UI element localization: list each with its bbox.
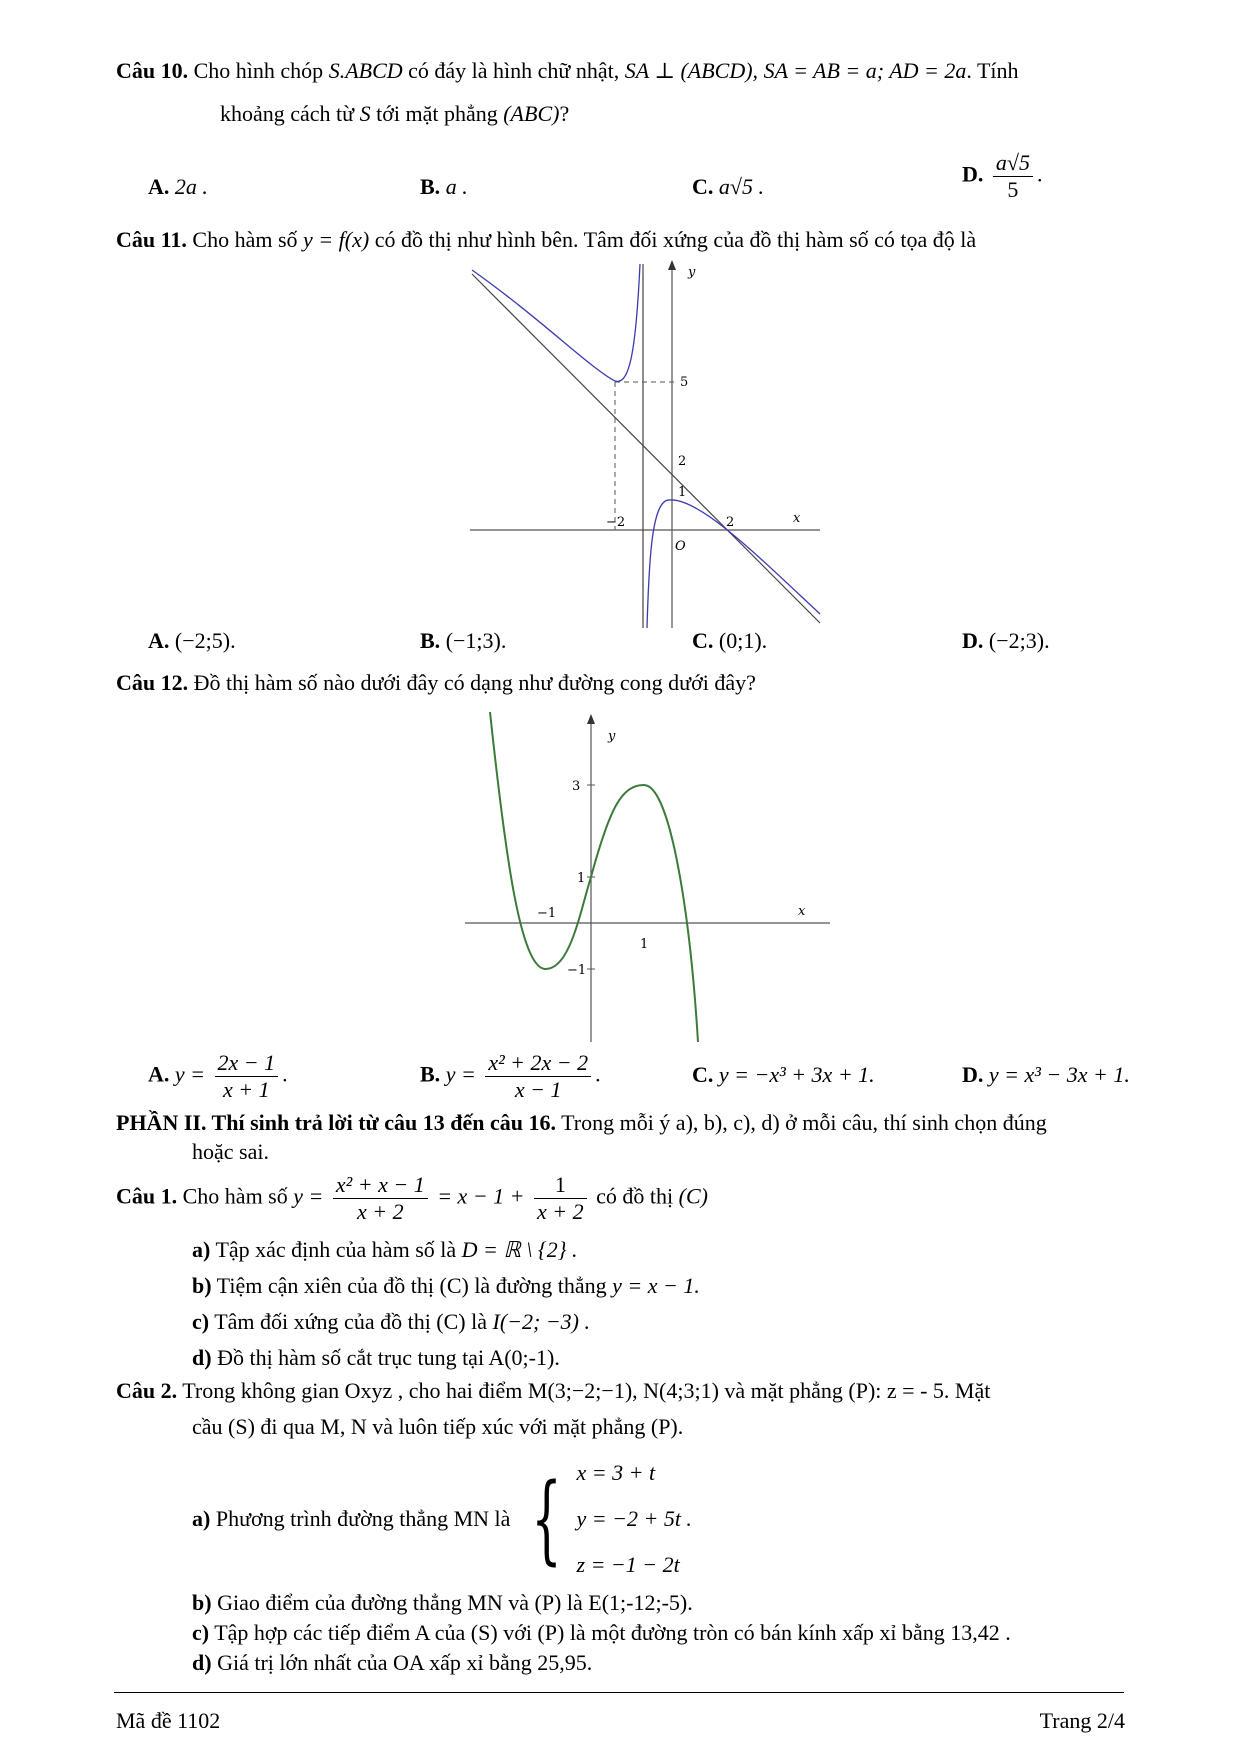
option-tail: . — [1036, 161, 1043, 187]
equation-x: x = 3 + t — [576, 1460, 656, 1485]
equation-y: y = −2 + 5t . — [576, 1506, 692, 1531]
c1-mid: = x − 1 + — [437, 1183, 525, 1209]
numerator: x² + 2x − 2 — [485, 1050, 591, 1077]
length-condition: SA = AB = a; AD = 2a — [763, 58, 967, 83]
footer-divider — [114, 1692, 1124, 1693]
tick-label: 2 — [726, 515, 735, 530]
fraction — [333, 1172, 428, 1225]
option-label: A. — [148, 628, 170, 653]
tick-label: 1 — [640, 937, 649, 952]
c1-text: Cho hàm số — [182, 1183, 288, 1209]
item-text: Tiệm cận xiên của đồ thị (C) là đường thẳng — [216, 1273, 607, 1298]
c1-text-2: có đồ thị — [596, 1183, 674, 1209]
c1-item-c[interactable] — [192, 1309, 590, 1335]
question-10-text: Cho hình chóp — [193, 58, 324, 83]
q10-option-d[interactable] — [962, 150, 1042, 203]
denominator: x − 1 — [514, 1077, 562, 1102]
option-text: (−1;3). — [445, 628, 507, 653]
option-label: C. — [692, 1062, 714, 1087]
option-label: D. — [962, 1062, 984, 1087]
tick-label: 2 — [678, 454, 687, 469]
c1-item-d[interactable] — [192, 1345, 560, 1371]
option-tail: . — [282, 1061, 288, 1087]
y-arrow-icon — [587, 714, 595, 724]
c2-item-d[interactable] — [192, 1650, 592, 1676]
tick-label: 1 — [577, 871, 586, 886]
q12-option-b[interactable] — [420, 1050, 601, 1103]
numerator: 2x − 1 — [215, 1050, 279, 1077]
question-10-label: Câu 10. — [116, 58, 189, 83]
item-math: D = ℝ \ {2} . — [461, 1237, 578, 1262]
part-2-text-2: hoặc sai. — [192, 1139, 269, 1164]
item-math: y = x − 1. — [612, 1273, 700, 1298]
plane-abc: (ABC) — [503, 101, 560, 126]
q12-option-c[interactable] — [692, 1062, 875, 1088]
option-text: 2a . — [174, 174, 208, 199]
question-12-text: Đồ thị hàm số nào dưới đây có dạng như đường cong dưới đây? — [193, 670, 756, 695]
y-arrow-icon — [668, 260, 676, 270]
question-10-text-2: có đáy là hình chữ nhật, — [408, 58, 620, 83]
option-label: D. — [962, 161, 984, 187]
tick-label: −1 — [537, 906, 557, 921]
c2-text: Trong không gian Oxyz , cho hai điểm M(3;−2;−1), N(4;3;1) và mặt phẳng (P): z = - 5. Mặt — [182, 1378, 991, 1403]
option-text: a . — [445, 174, 468, 199]
denominator: 5 — [1007, 177, 1019, 202]
tick-label: 5 — [680, 375, 689, 390]
exam-code: Mã đề 1102 — [116, 1708, 221, 1733]
tick-label: 1 — [678, 485, 687, 500]
c2-label: Câu 2. — [116, 1378, 178, 1403]
x-label: x — [793, 511, 801, 526]
item-label: c) — [192, 1620, 210, 1645]
option-label: B. — [420, 174, 441, 199]
c2-stem-line-1 — [116, 1378, 990, 1404]
c1-pre: y = — [293, 1183, 324, 1209]
option-tail: . — [595, 1061, 601, 1087]
numerator: a√5 — [993, 150, 1033, 177]
item-text: Giá trị lớn nhất của OA xấp xỉ bằng 25,95. — [217, 1650, 593, 1675]
part-2-header-line-2 — [192, 1139, 269, 1165]
item-math: I(−2; −3) . — [492, 1309, 591, 1334]
question-11-line — [116, 227, 976, 253]
q10-option-b[interactable] — [420, 174, 468, 200]
c1-item-b[interactable] — [192, 1273, 700, 1299]
function-notation: y = f(x) — [303, 227, 370, 252]
option-label: C. — [692, 628, 714, 653]
part-2-header — [116, 1110, 1047, 1136]
equation-z: z = −1 − 2t — [576, 1552, 680, 1577]
option-label: B. — [420, 1061, 441, 1087]
c1-item-a[interactable] — [192, 1237, 578, 1263]
tick-label: −2 — [606, 515, 626, 530]
c2-item-a[interactable] — [192, 1450, 692, 1588]
question-12-line — [116, 670, 756, 696]
option-label: A. — [148, 174, 170, 199]
c2-item-b[interactable] — [192, 1590, 693, 1616]
perpendicular-condition: SA ⊥ (ABCD), — [624, 58, 759, 83]
curve-left-branch — [472, 264, 640, 381]
item-label: a) — [192, 1237, 211, 1262]
item-text: Tâm đối xứng của đồ thị (C) là — [214, 1309, 488, 1334]
numerator: x² + x − 1 — [333, 1172, 428, 1199]
y-label: y — [688, 265, 696, 280]
equation-system — [577, 1450, 692, 1588]
tick-label: 3 — [572, 779, 581, 794]
item-label: b) — [192, 1590, 212, 1615]
option-text: y = −x³ + 3x + 1. — [718, 1062, 875, 1087]
q12-graph — [460, 712, 840, 1042]
q11-option-a[interactable] — [148, 628, 236, 654]
fraction — [215, 1050, 279, 1103]
y-label: y — [608, 729, 616, 744]
q11-option-d[interactable] — [962, 628, 1050, 654]
denominator: x + 2 — [537, 1199, 584, 1224]
question-mark: ? — [559, 101, 570, 126]
fraction — [993, 150, 1033, 203]
item-label: a) — [192, 1506, 211, 1531]
numerator: 1 — [534, 1172, 587, 1199]
option-label: D. — [962, 628, 984, 653]
question-12-label: Câu 12. — [116, 670, 189, 695]
fraction — [485, 1050, 591, 1103]
brace-icon: { — [531, 1463, 562, 1575]
point-s: S — [359, 101, 371, 126]
denominator: x + 1 — [223, 1077, 270, 1102]
origin-label: O — [675, 539, 686, 554]
item-text: Phương trình đường thẳng MN là — [215, 1506, 511, 1531]
item-text: Tập hợp các tiếp điểm A của (S) với (P) là một đường tròn có bán kính xấp xỉ bằng 13,42 . — [214, 1620, 1011, 1645]
item-label: d) — [192, 1345, 212, 1370]
option-label: A. — [148, 1061, 170, 1087]
page-number: Trang 2/4 — [1039, 1708, 1125, 1733]
question-10-text-5: tới mặt phẳng — [376, 101, 498, 126]
q10-option-c[interactable] — [692, 174, 764, 200]
item-a-lead — [192, 1506, 510, 1532]
question-10-line-2 — [220, 101, 569, 127]
option-label: C. — [692, 174, 714, 199]
c2-text-2: cầu (S) đi qua M, N và luôn tiếp xúc với mặt phẳng (P). — [192, 1414, 684, 1439]
option-text: a√5 . — [718, 174, 764, 199]
question-11-label: Câu 11. — [116, 227, 187, 252]
item-label: b) — [192, 1273, 212, 1298]
question-10-line-1 — [116, 58, 1019, 84]
q11-option-b[interactable] — [420, 628, 506, 654]
item-label: c) — [192, 1309, 210, 1334]
c2-stem-line-2 — [192, 1414, 683, 1440]
item-text: Đồ thị hàm số cắt trục tung tại A(0;-1). — [217, 1345, 560, 1370]
oblique-asymptote — [472, 274, 820, 623]
curve-name: (C) — [678, 1183, 708, 1209]
part-2-title: PHẦN II. Thí sinh trả lời từ câu 13 đến câu 16. — [116, 1110, 556, 1135]
question-11-text: Cho hàm số — [192, 227, 298, 252]
pyramid-name: S.ABCD — [328, 58, 403, 83]
tick-label: −1 — [567, 963, 587, 978]
question-10-text-4: khoảng cách từ — [220, 101, 355, 126]
option-text: y = x³ − 3x + 1. — [988, 1062, 1130, 1087]
option-label: B. — [420, 628, 441, 653]
item-text: Giao điểm của đường thẳng MN và (P) là E(1;-12;-5). — [217, 1590, 693, 1615]
x-label: x — [798, 904, 806, 919]
c1-stem — [116, 1172, 708, 1225]
q12-option-d[interactable] — [962, 1062, 1130, 1088]
q11-option-c[interactable] — [692, 628, 767, 654]
part-2-text: Trong mỗi ý a), b), c), d) ở mỗi câu, thí sinh chọn đúng — [561, 1110, 1047, 1135]
c1-label: Câu 1. — [116, 1183, 178, 1209]
q11-graph — [470, 258, 830, 628]
fraction — [534, 1172, 587, 1225]
question-11-text-2: có đồ thị như hình bên. Tâm đối xứng của đồ thị hàm số có tọa độ là — [374, 227, 977, 252]
denominator: x + 2 — [356, 1199, 404, 1224]
option-pre: y = — [445, 1061, 476, 1087]
option-text: (−2;3). — [988, 628, 1050, 653]
q10-option-a[interactable] — [148, 174, 208, 200]
c2-item-c[interactable] — [192, 1620, 1011, 1646]
question-10-text-3: . Tính — [966, 58, 1019, 83]
option-pre: y = — [174, 1061, 206, 1087]
option-text: (0;1). — [718, 628, 768, 653]
item-label: d) — [192, 1650, 212, 1675]
option-text: (−2;5). — [174, 628, 236, 653]
q12-option-a[interactable] — [148, 1050, 288, 1103]
item-text: Tập xác định của hàm số là — [215, 1237, 457, 1262]
